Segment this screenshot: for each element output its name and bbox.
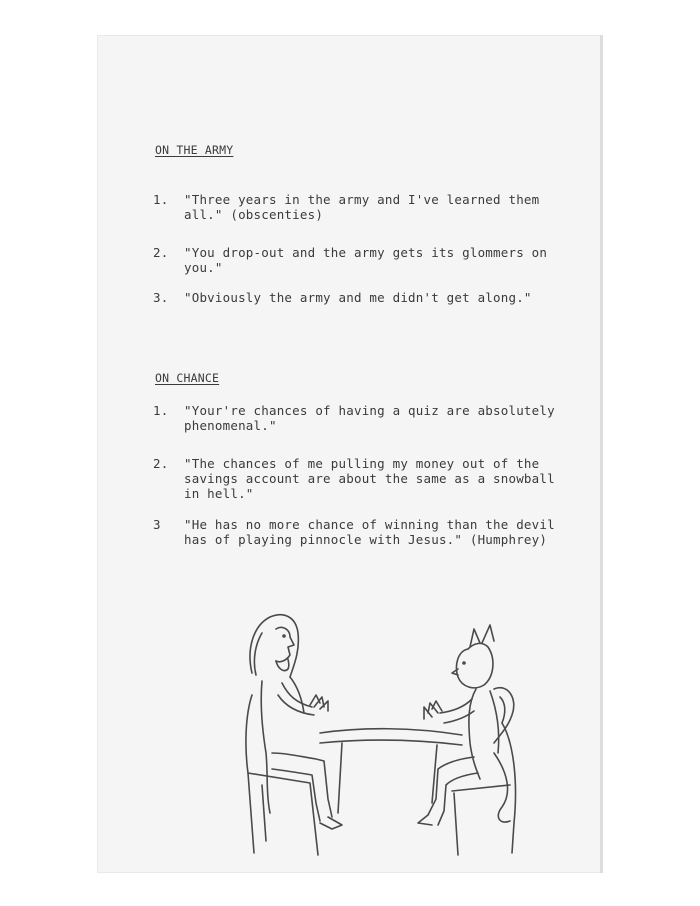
jesus-figure bbox=[246, 615, 342, 855]
item-number: 2. bbox=[153, 245, 169, 260]
item-text: "You drop-out and the army gets its glommers on you." bbox=[184, 245, 548, 275]
item-number: 3 bbox=[153, 517, 161, 532]
item-text: "Your're chances of having a quiz are absolutely phenomenal." bbox=[184, 403, 555, 433]
item-text: "Obviously the army and me didn't get along." bbox=[184, 290, 532, 305]
item-number: 2. bbox=[153, 456, 169, 471]
item-number: 1. bbox=[153, 403, 169, 418]
section-heading-army: ON THE ARMY bbox=[155, 143, 234, 157]
item-text: "He has no more chance of winning than the devil has of playing pinnocle with Jesus." (Humphrey) bbox=[184, 517, 555, 547]
item-text: "Three years in the army and I've learned them all." (obscenties) bbox=[184, 192, 540, 222]
section-heading-chance: ON CHANCE bbox=[155, 371, 220, 385]
typed-page bbox=[97, 35, 603, 873]
devil-figure bbox=[418, 625, 516, 855]
item-text: "The chances of me pulling my money out of the savings account are about the same as a snowball in hell." bbox=[184, 456, 555, 501]
item-number: 3. bbox=[153, 290, 169, 305]
table bbox=[320, 729, 462, 813]
item-number: 1. bbox=[153, 192, 169, 207]
card-game-sketch-icon bbox=[232, 603, 552, 863]
